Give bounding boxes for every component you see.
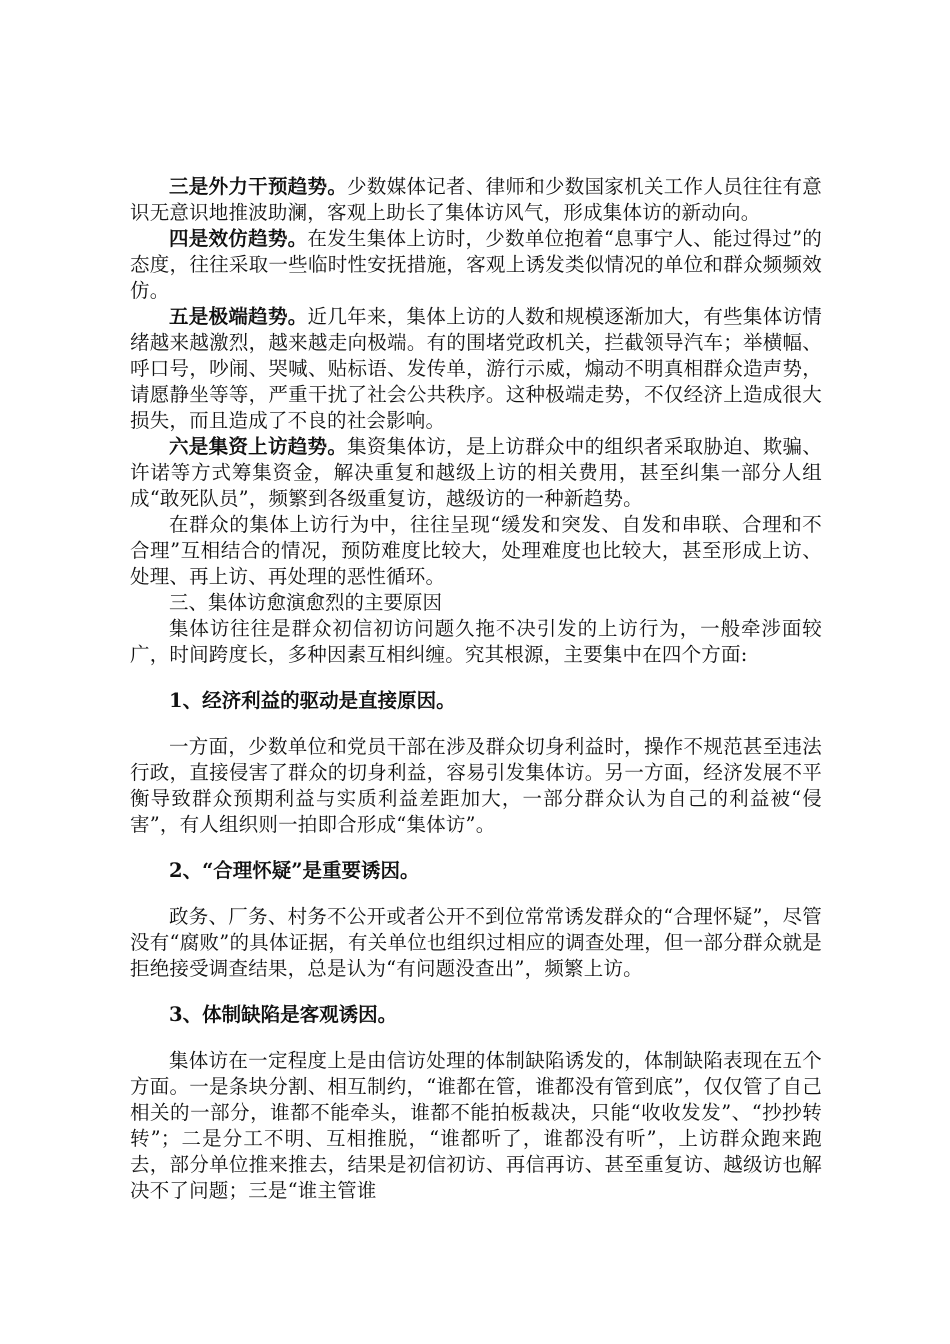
paragraph-summary: [130, 512, 822, 590]
paragraph-text: 集体访在一定程度上是由信访处理的体制缺陷诱发的，体制缺陷表现在五个方面。一是条块分割、相互制约，“谁都在管，谁都没有管到底”，仅仅管了自己相关的一部分，谁都不能牵头，谁都不能拍板裁决，只能“收收发发”、“抄抄转转”；二是分工不明、互相推脱，“谁都听了，谁都没有听”，上访群众跑来跑去，部分单位推来推去，结果是初信初访、再信再访、甚至重复访、越级访也解决不了问题；三是“谁主管谁: [130, 1049, 822, 1202]
paragraph-text: 一方面，少数单位和党员干部在涉及群众切身利益时，操作不规范甚至违法行政，直接侵害了群众的切身利益，容易引发集体访。另一方面，经济发展不平衡导致群众预期利益与实质利益差距加大，一部分群众认为自己的利益被“侵害”，有人组织则一拍即合形成“集体访”。: [130, 735, 822, 836]
subheading-institutional-defects: 3、体制缺陷是客观诱因。: [169, 1003, 398, 1026]
paragraph-lead: 四是效仿趋势。: [169, 227, 308, 250]
paragraph-institutional-defects: [130, 1048, 822, 1204]
paragraph-text: 在发生集体上访时，少数单位抱着“息事宁人、能过得过”的态度，往往采取一些临时性安抚措施，客观上诱发类似情况的单位和群众频频效仿。: [130, 227, 823, 302]
paragraph-text: 集体访往往是群众初信初访问题久拖不决引发的上访行为，一般牵涉面较广，时间跨度长，多种因素互相纠缠。究其根源，主要集中在四个方面:: [130, 617, 822, 666]
paragraph-economic-interest: [130, 734, 822, 838]
paragraph-lead: 三是外力干预趋势。: [169, 175, 348, 198]
paragraph-fundraising: [130, 434, 822, 512]
paragraph-lead: 五是极端趋势。: [169, 305, 308, 328]
paragraph-lead: 六是集资上访趋势。: [169, 435, 348, 458]
paragraph-text: 在群众的集体上访行为中，往往呈现“缓发和突发、自发和串联、合理和不合理”互相结合的情况，预防难度比较大，处理难度也比较大，甚至形成上访、处理、再上访、再处理的恶性循环。: [130, 513, 822, 588]
paragraph-text: 集资集体访，是上访群众中的组织者采取胁迫、欺骗、许诺等方式筹集资金，解决重复和越级上访的相关费用，甚至纠集一部分人组成“敢死队员”，频繁到各级重复访，越级访的一种新趋势。: [130, 435, 822, 510]
paragraph-causes-intro: [130, 616, 822, 668]
paragraph-external-interference: [130, 174, 822, 226]
paragraph-text: 近几年来，集体上访的人数和规模逐渐加大，有些集体访情绪越来越激烈，越来越走向极端。有的围堵党政机关，拦截领导汽车；举横幅、呼口号，吵闹、哭喊、贴标语、发传单，游行示威，煽动不明真相群众造声势，请愿静坐等等，严重干扰了社会公共秩序。这种极端走势，不仅经济上造成很大损失，而且造成了不良的社会影响。: [130, 305, 823, 432]
section-heading-3: 三、集体访愈演愈烈的主要原因: [169, 591, 443, 614]
paragraph-reasonable-doubt: [130, 904, 822, 982]
document-page: [130, 174, 822, 1204]
subheading-reasonable-doubt: 2、“合理怀疑”是重要诱因。: [169, 859, 420, 882]
paragraph-imitation: [130, 226, 822, 304]
subheading-economic-interest: 1、经济利益的驱动是直接原因。: [169, 689, 456, 712]
paragraph-extreme: [130, 304, 822, 434]
paragraph-text: 政务、厂务、村务不公开或者公开不到位常常诱发群众的“合理怀疑”，尽管没有“腐败”的具体证据，有关单位也组织过相应的调查处理，但一部分群众就是拒绝接受调查结果，总是认为“有问题没查出”，频繁上访。: [130, 905, 822, 980]
paragraph-text: 少数媒体记者、律师和少数国家机关工作人员往往有意识无意识地推波助澜，客观上助长了集体访风气，形成集体访的新动向。: [130, 175, 822, 224]
